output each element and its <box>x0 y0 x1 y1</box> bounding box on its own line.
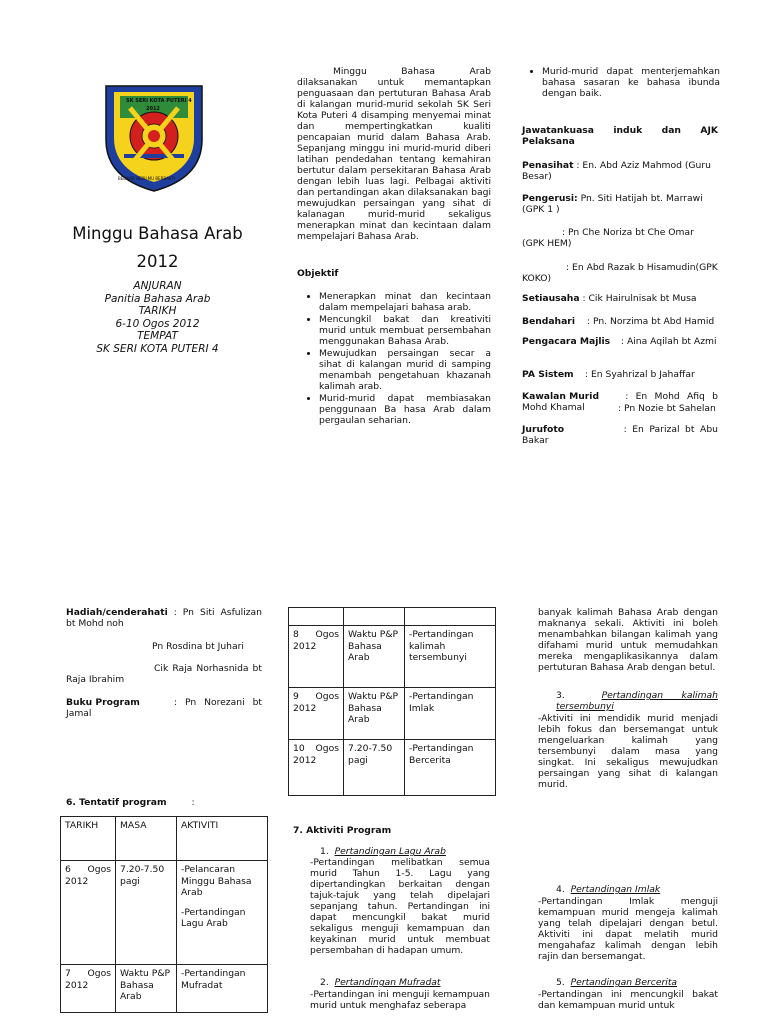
jurufoto-value: : En Parizal bt Abu Bakar <box>522 424 718 446</box>
cell-aktiviti: -Pertandingan kalimah tersembunyi <box>405 626 496 688</box>
objektif-item: • Mewujudkan persaingan secar a sihat di kalangan murid di samping menambah pengetahuan khazanah kalimah arab. <box>319 348 491 392</box>
table-row <box>289 626 496 688</box>
tentatif-heading-row <box>66 797 262 808</box>
item1-title: Pertandingan Lagu Arab <box>334 846 446 857</box>
tentatif-colon: : <box>191 797 195 808</box>
item4-title: Pertandingan Imlak <box>570 884 661 895</box>
item2-text: -Pertandingan ini menguji kemampuan murid untuk menghafaz seberapa <box>310 989 490 1011</box>
cell-aktiviti: -Pertandingan Imlak <box>405 688 496 740</box>
objektif-heading: Objektif <box>297 268 339 279</box>
hadiah-row-3 <box>66 663 262 685</box>
pengacara-row <box>522 336 718 347</box>
item3-text: -Aktiviti ini mendidik murid menjadi lebih fokus dan bersemangat untuk mengeluarkan kalimah yang tersembunyi dalam masa yang singkat. Ini sekaligus mewujudkan persaingan yang sihat di kalangan murid. <box>538 713 718 790</box>
objektif-item: • Menerapkan minat dan kecintaan dalam mempelajari bahasa arab. <box>319 291 491 313</box>
item4-number: 4. <box>556 884 571 895</box>
kawalan-label: Kawalan Murid <box>522 391 600 402</box>
tarikh-value: 6-10 Ogos 2012 <box>115 317 200 330</box>
cell-tarikh: 6 Ogos 2012 <box>61 861 116 965</box>
tentatif-heading: 6. Tentatif program <box>66 797 167 808</box>
cell-masa: Waktu P&P Bahasa Arab <box>344 626 405 688</box>
gpk-koko-row <box>522 262 718 284</box>
anjuran-value: Panitia Bahasa Arab <box>104 292 211 305</box>
intro-paragraph <box>297 66 491 242</box>
buku-label: Buku Program <box>66 697 140 708</box>
col-header-masa: MASA <box>116 817 177 861</box>
cell-empty <box>344 608 405 626</box>
extra-objektif <box>522 66 720 100</box>
item2-title: Pertandingan Mufradat <box>334 977 441 988</box>
item1-text: -Pertandingan melibatkan semua murid Tahun 1-5. Lagu yang dipertandingkan berkaitan dengan tajuk-tajuk yang telah dipelajari sepanjang tahun. Pertandingan ini dapat mencungkil bakat murid sekaligus menguji kemampuan dan keyakinan murid untuk membuat persembahan di hadapan umum. <box>310 857 490 956</box>
kawalan-value1: : En Mohd Afiq b Mohd Khamal <box>522 391 718 413</box>
gpk-hem-row <box>522 227 718 249</box>
table-row <box>61 861 268 965</box>
pengacara-value: : Aina Aqilah bt Azmi <box>620 336 717 347</box>
cell-masa: 7.20-7.50 pagi <box>116 861 177 965</box>
aktiviti-line: -Pertandingan Lagu Arab <box>181 906 246 929</box>
cell-empty <box>405 608 496 626</box>
cover-info <box>50 280 265 355</box>
pengerusi-value: Pn. Siti Hatijah bt. Marrawi (GPK 1 ) <box>522 193 703 215</box>
bendahari-label: Bendahari <box>522 316 575 327</box>
pengerusi-row <box>522 193 718 215</box>
item3-title: Pertandingan kalimah tersembunyi <box>556 690 719 712</box>
logo-text: SK SERI KOTA PUTERI 4 <box>126 98 192 104</box>
pasistem-row <box>522 369 718 380</box>
cell-empty <box>289 608 344 626</box>
hadiah-row <box>66 607 262 629</box>
tentatif-table-1 <box>60 816 268 1013</box>
cell-masa: 7.20-7.50 pagi <box>344 740 405 796</box>
gpk-hem-value: : Pn Che Noriza bt Che Omar (GPK HEM) <box>522 227 694 249</box>
table-row <box>61 965 268 1013</box>
hadiah-row-2 <box>152 641 272 652</box>
pengacara-label: Pengacara Majlis <box>522 336 611 347</box>
pengerusi-label: Pengerusi: <box>522 193 578 204</box>
aktiviti-line: -Pelancaran Minggu Bahasa Arab <box>181 864 252 898</box>
tentatif-table-2 <box>288 607 496 796</box>
cell-tarikh: 8 Ogos 2012 <box>289 626 344 688</box>
tarikh-label: TARIKH <box>138 305 177 317</box>
cover-title-line1: Minggu Bahasa Arab <box>72 224 243 243</box>
tempat-value: SK SERI KOTA PUTERI 4 <box>96 342 219 355</box>
objektif-item: • Murid-murid dapat membiasakan penggunaan Ba hasa Arab dalam pergaulan seharian. <box>319 393 491 426</box>
setiausaha-label: Setiausaha <box>522 293 580 304</box>
col-header-aktiviti: AKTIVITI <box>177 817 268 861</box>
jurufoto-row <box>522 424 718 446</box>
cover-title <box>50 220 265 276</box>
hadiah-value2: Pn Rosdina bt Juhari <box>152 641 244 652</box>
penasihat-row <box>522 160 718 182</box>
kawalan-value2: : Pn Nozie bt Sahelan <box>618 403 716 414</box>
hadiah-value1: : Pn Siti Asfulizan bt Mohd noh <box>66 607 263 629</box>
penasihat-label: Penasihat <box>522 160 574 171</box>
hadiah-label: Hadiah/cenderahati <box>66 607 168 618</box>
hadiah-value3: Cik Raja Norhasnida bt Raja Ibrahim <box>66 663 262 685</box>
buku-value: : Pn Norezani bt Jamal <box>66 697 263 719</box>
item5-number: 5. <box>556 977 571 988</box>
item4-text: -Pertandingan Imlak menguji kemampuan murid mengeja kalimah yang telah dipelajari dengan betul. Aktiviti ini dapat melatih murid mengahafaz kalimah dengan lebih rajin dan bersemangat. <box>538 896 718 962</box>
cover-title-line2: 2012 <box>136 252 179 271</box>
objektif-list <box>297 291 491 427</box>
cell-aktiviti: -Pertandingan Bercerita <box>405 740 496 796</box>
cell-masa: Waktu P&P Bahasa Arab <box>344 688 405 740</box>
logo-year: 2012 <box>146 106 160 112</box>
mufradat-cont-text: banyak kalimah Bahasa Arab dengan maknanya sekali. Aktiviti ini boleh menambahkan bilangan kalimah yang difahami murid untuk memudahkan mereka mengaplikasikannya dalam pertuturan Bahasa Arab dengan betul. <box>538 607 718 673</box>
cell-aktiviti <box>177 861 268 965</box>
item1-title-row <box>320 846 446 857</box>
aktiviti-heading: 7. Aktiviti Program <box>293 825 392 836</box>
cell-masa: Waktu P&P Bahasa Arab <box>116 965 177 1013</box>
setiausaha-row <box>522 293 718 304</box>
item4-title-row <box>556 884 660 895</box>
school-logo <box>100 78 208 193</box>
setiausaha-value: : Cik Hairulnisak bt Musa <box>582 293 697 304</box>
objektif-item: • Murid-murid dapat menterjemahkan bahasa sasaran ke bahasa ibunda dengan baik. <box>542 66 720 99</box>
bendahari-value: : Pn. Norzima bt Abd Hamid <box>586 316 715 327</box>
table-row <box>289 740 496 796</box>
objektif-item: • Mencungkil bakat dan kreativiti murid untuk membuat persembahan menggunakan Bahasa Arab. <box>319 314 491 347</box>
tempat-label: TEMPAT <box>137 330 178 342</box>
cell-tarikh: 7 Ogos 2012 <box>61 965 116 1013</box>
buku-row <box>66 697 262 719</box>
intro-text: Minggu Bahasa Arab dilaksanakan untuk memantapkan penguasaan dan pertuturan Bahasa Arab di kalangan murid-murid sekolah SK Seri Kota Puteri 4 disamping menyemai minat dan mempertingkatkan kualiti pencapaian murid dalam Bahasa Arab. Sepanjang minggu ini murid-murid diberi latihan pendedahan tentang kemahiran bertutur dalam persekitaran Bahasa Arab dengan lebih luas lagi. Pelbagai aktiviti dan pertandingan akan dilaksanakan bagi mewujudkan persaingan yang sihat di kalanagan murid-murid sekaligus menerapkan minat dan kecintaan dalam mempelajari Bahasa Arab. <box>297 66 491 242</box>
item2-number: 2. <box>320 977 335 988</box>
cell-tarikh: 10 Ogos 2012 <box>289 740 344 796</box>
item5-text: -Pertandingan ini mencungkil bakat dan kemampuan murid untuk <box>538 989 718 1011</box>
bendahari-row <box>522 316 718 327</box>
cell-tarikh: 9 Ogos 2012 <box>289 688 344 740</box>
penasihat-value: : En. Abd Aziz Mahmod (Guru Besar) <box>522 160 711 182</box>
item1-number: 1. <box>320 846 335 857</box>
item5-title: Pertandingan Bercerita <box>570 977 678 988</box>
item2-title-row <box>320 977 441 988</box>
item3-title-row <box>556 690 718 712</box>
kawalan-row-2 <box>618 403 728 414</box>
col-header-tarikh: TARIKH <box>61 817 116 861</box>
table-row <box>289 688 496 740</box>
item5-title-row <box>556 977 677 988</box>
gpk-koko-value: : En Abd Razak b Hisamudin(GPK KOKO) <box>522 262 718 284</box>
item3-number: 3. <box>556 690 602 701</box>
cell-aktiviti: -Pertandingan Mufradat <box>177 965 268 1013</box>
table-row <box>289 608 496 626</box>
pasistem-value: : En Syahrizal b Jahaffar <box>584 369 695 380</box>
logo-motto: BELAJAR BERILMU BERBAKTI <box>118 176 175 181</box>
pasistem-label: PA Sistem <box>522 369 574 380</box>
committee-heading: Jawatankuasa induk dan AJK Pelaksana <box>522 125 718 147</box>
table-header-row <box>61 817 268 861</box>
jurufoto-label: Jurufoto <box>522 424 565 435</box>
anjuran-label: ANJURAN <box>133 280 182 292</box>
